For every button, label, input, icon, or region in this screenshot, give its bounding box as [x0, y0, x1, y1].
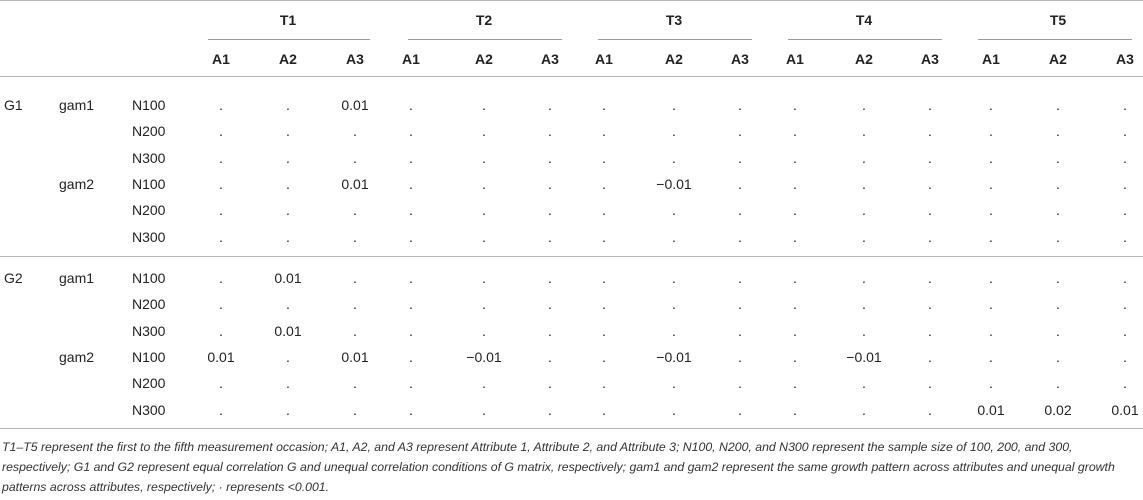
table-cell: . — [219, 229, 223, 245]
table-cell: . — [672, 270, 676, 286]
table-cell: . — [989, 123, 993, 139]
table-cell: . — [672, 323, 676, 339]
table-cell: . — [738, 176, 742, 192]
table-cell: . — [602, 349, 606, 365]
table-cell: . — [862, 176, 866, 192]
sample-size-label: N100 — [132, 97, 166, 113]
table-cell: . — [989, 375, 993, 391]
table-cell: . — [1056, 270, 1060, 286]
table-cell: . — [1123, 97, 1127, 113]
table-cell: . — [548, 229, 552, 245]
table-cell: . — [793, 229, 797, 245]
table-cell: . — [482, 123, 486, 139]
table-cell: . — [482, 150, 486, 166]
table-cell: . — [548, 123, 552, 139]
table-cell: . — [219, 296, 223, 312]
table-cell: . — [738, 97, 742, 113]
table-cell: . — [482, 229, 486, 245]
table-cell: . — [672, 202, 676, 218]
table-cell: . — [286, 176, 290, 192]
table-cell: . — [602, 375, 606, 391]
table-cell: . — [409, 402, 413, 418]
table-cell: −0.01 — [466, 349, 502, 365]
table-cell: . — [1056, 150, 1060, 166]
table-cell: . — [482, 176, 486, 192]
table-cell: . — [353, 123, 357, 139]
attribute-header: A3 — [541, 51, 559, 67]
table-cell: . — [286, 375, 290, 391]
attribute-header: A1 — [402, 51, 420, 67]
table-cell: . — [286, 123, 290, 139]
table-cell: . — [548, 375, 552, 391]
table-cell: . — [409, 270, 413, 286]
table-cell: . — [793, 323, 797, 339]
table-cell: . — [928, 97, 932, 113]
table-cell: . — [286, 150, 290, 166]
table-cell: . — [672, 402, 676, 418]
table-cell: . — [793, 176, 797, 192]
sample-size-label: N300 — [132, 402, 166, 418]
table-cell: . — [286, 349, 290, 365]
table-cell: . — [602, 176, 606, 192]
header-bottom-rule — [0, 76, 1143, 77]
table-cell: . — [219, 150, 223, 166]
occasion-underline — [978, 39, 1132, 40]
table-cell: . — [602, 229, 606, 245]
occasion-header: T1 — [279, 12, 297, 28]
table-cell: . — [793, 296, 797, 312]
table-cell: . — [1056, 296, 1060, 312]
table-cell: . — [862, 375, 866, 391]
table-cell: . — [1123, 375, 1127, 391]
occasion-header: T3 — [665, 12, 683, 28]
table-cell: . — [353, 323, 357, 339]
table-cell: . — [1123, 202, 1127, 218]
occasion-underline — [788, 39, 942, 40]
table-cell: . — [1056, 375, 1060, 391]
table-cell: . — [219, 375, 223, 391]
table-cell: . — [738, 296, 742, 312]
table-cell: . — [672, 296, 676, 312]
table-cell: . — [793, 97, 797, 113]
attribute-header: A3 — [731, 51, 749, 67]
table-cell: . — [793, 375, 797, 391]
table-bottom-rule — [0, 428, 1143, 429]
growth-label: gam2 — [59, 176, 95, 192]
table-cell: . — [1056, 176, 1060, 192]
table-cell: . — [1123, 123, 1127, 139]
table-cell: . — [353, 150, 357, 166]
table-cell: . — [793, 402, 797, 418]
table-cell: . — [1056, 123, 1060, 139]
table-cell: . — [219, 202, 223, 218]
attribute-header: A1 — [212, 51, 230, 67]
table-cell: . — [548, 176, 552, 192]
table-cell: . — [928, 375, 932, 391]
table-cell: . — [989, 150, 993, 166]
table-cell: . — [1056, 97, 1060, 113]
table-cell: . — [286, 402, 290, 418]
table-cell: . — [548, 296, 552, 312]
table-cell: . — [548, 349, 552, 365]
occasion-underline — [208, 39, 370, 40]
table-cell: . — [1123, 349, 1127, 365]
table-cell: . — [482, 402, 486, 418]
table-cell: . — [738, 229, 742, 245]
table-cell: . — [1123, 270, 1127, 286]
table-cell: . — [602, 202, 606, 218]
attribute-header: A3 — [1116, 51, 1134, 67]
sample-size-label: N100 — [132, 349, 166, 365]
table-cell: . — [1056, 349, 1060, 365]
table-cell: . — [862, 202, 866, 218]
table-cell: . — [409, 349, 413, 365]
table-cell: . — [672, 123, 676, 139]
group-label: G1 — [4, 97, 23, 113]
table-cell: . — [989, 202, 993, 218]
table-cell: . — [548, 97, 552, 113]
table-cell: . — [409, 375, 413, 391]
table-cell: . — [738, 123, 742, 139]
table-cell: . — [672, 375, 676, 391]
table-cell: −0.01 — [656, 176, 692, 192]
sample-size-label: N300 — [132, 323, 166, 339]
table-cell: . — [989, 97, 993, 113]
table-cell: −0.01 — [656, 349, 692, 365]
table-footnote: T1–T5 represent the first to the fifth measurement occasion; A1, A2, and A3 represent Attribute 1, Attribute 2, and Attribute 3; N100, N200, and N300 represent the sample size of 100, 200, and 300, respectively; G1 and G2 represent equal correlation G and unequal correlation conditions of G matrix, respectively; gam1 and gam2 represent the same growth pattern across attributes and unequal growth patterns across attributes, respectively; · represents <0.001. — [2, 440, 1115, 494]
table-cell: . — [928, 270, 932, 286]
table-cell: . — [738, 150, 742, 166]
table-cell: . — [1123, 323, 1127, 339]
table-cell: . — [793, 202, 797, 218]
table-cell: . — [548, 270, 552, 286]
table-cell: . — [793, 123, 797, 139]
table-cell: . — [862, 97, 866, 113]
table-cell: . — [928, 176, 932, 192]
table-cell: . — [862, 402, 866, 418]
table-cell: . — [219, 402, 223, 418]
table-cell: . — [1123, 229, 1127, 245]
table-cell: . — [738, 270, 742, 286]
table-cell: . — [286, 97, 290, 113]
table-cell: . — [286, 202, 290, 218]
table-cell: . — [548, 323, 552, 339]
attribute-header: A1 — [595, 51, 613, 67]
table-cell: . — [1056, 323, 1060, 339]
table-cell: . — [793, 349, 797, 365]
table-cell: . — [672, 229, 676, 245]
table-cell: . — [409, 202, 413, 218]
table-cell: . — [409, 323, 413, 339]
table-cell: . — [548, 402, 552, 418]
table-cell: . — [989, 296, 993, 312]
attribute-header: A3 — [921, 51, 939, 67]
table-cell: −0.01 — [846, 349, 882, 365]
table-cell: . — [548, 150, 552, 166]
sample-size-label: N100 — [132, 270, 166, 286]
attribute-header: A2 — [855, 51, 873, 67]
table-cell: . — [1056, 229, 1060, 245]
occasion-header: T2 — [475, 12, 493, 28]
sample-size-label: N200 — [132, 202, 166, 218]
table-cell: . — [353, 202, 357, 218]
table-cell: . — [602, 150, 606, 166]
table-cell: . — [548, 202, 552, 218]
table-cell: . — [482, 97, 486, 113]
table-cell: . — [989, 349, 993, 365]
attribute-header: A2 — [1049, 51, 1067, 67]
table-cell: . — [928, 296, 932, 312]
table-cell: . — [219, 323, 223, 339]
table-cell: . — [409, 123, 413, 139]
table-cell: . — [928, 123, 932, 139]
table-cell: . — [353, 402, 357, 418]
table-cell: . — [602, 323, 606, 339]
table-cell: . — [219, 97, 223, 113]
table-cell: . — [928, 402, 932, 418]
table-cell: . — [793, 270, 797, 286]
table-cell: . — [353, 270, 357, 286]
table-cell: . — [738, 402, 742, 418]
sample-size-label: N200 — [132, 296, 166, 312]
table-cell: . — [482, 202, 486, 218]
attribute-header: A2 — [475, 51, 493, 67]
table-cell: . — [989, 323, 993, 339]
table-cell: . — [928, 349, 932, 365]
table-cell: . — [1123, 150, 1127, 166]
attribute-header: A2 — [665, 51, 683, 67]
table-cell: . — [219, 270, 223, 286]
table-cell: . — [862, 123, 866, 139]
group-label: G2 — [4, 270, 23, 286]
growth-label: gam1 — [59, 97, 95, 113]
table-cell: . — [219, 123, 223, 139]
table-cell: . — [353, 229, 357, 245]
table-cell: 0.01 — [1111, 402, 1139, 418]
table-cell: . — [989, 270, 993, 286]
growth-label: gam2 — [59, 349, 95, 365]
attribute-header: A2 — [279, 51, 297, 67]
table-cell: . — [286, 296, 290, 312]
table-cell: . — [409, 150, 413, 166]
table-cell: . — [793, 150, 797, 166]
table-cell: . — [928, 229, 932, 245]
table-cell: . — [482, 296, 486, 312]
table-cell: 0.02 — [1044, 402, 1072, 418]
table-cell: . — [602, 296, 606, 312]
table-cell: . — [989, 176, 993, 192]
table-cell: 0.01 — [341, 97, 369, 113]
table-cell: . — [738, 349, 742, 365]
table-cell: . — [738, 375, 742, 391]
table-cell: . — [602, 270, 606, 286]
table-cell: . — [672, 97, 676, 113]
table-cell: 0.01 — [274, 270, 302, 286]
table-cell: . — [409, 229, 413, 245]
attribute-header: A1 — [982, 51, 1000, 67]
table-cell: . — [928, 150, 932, 166]
table-cell: 0.01 — [207, 349, 235, 365]
sample-size-label: N300 — [132, 150, 166, 166]
group-divider-rule — [0, 256, 1143, 257]
table-cell: . — [738, 323, 742, 339]
table-cell: . — [482, 375, 486, 391]
table-cell: 0.01 — [341, 349, 369, 365]
table-cell: . — [862, 323, 866, 339]
table-cell: . — [219, 176, 223, 192]
table-cell: . — [409, 176, 413, 192]
table-cell: . — [409, 296, 413, 312]
table-cell: 0.01 — [341, 176, 369, 192]
table-cell: . — [602, 123, 606, 139]
attribute-header: A3 — [346, 51, 364, 67]
sample-size-label: N200 — [132, 375, 166, 391]
table-cell: . — [928, 202, 932, 218]
table-cell: . — [862, 296, 866, 312]
sample-size-label: N200 — [132, 123, 166, 139]
table-cell: 0.01 — [977, 402, 1005, 418]
table-cell: . — [409, 97, 413, 113]
occasion-header: T4 — [855, 12, 873, 28]
occasion-underline — [598, 39, 752, 40]
table-cell: . — [1056, 202, 1060, 218]
table-cell: . — [602, 402, 606, 418]
sample-size-label: N100 — [132, 176, 166, 192]
table-cell: . — [482, 270, 486, 286]
table-cell: . — [672, 150, 676, 166]
growth-label: gam1 — [59, 270, 95, 286]
table-top-rule — [0, 0, 1143, 1]
table-cell: . — [738, 202, 742, 218]
table-cell: . — [286, 229, 290, 245]
table-cell: 0.01 — [274, 323, 302, 339]
table-cell: . — [1123, 176, 1127, 192]
table-cell: . — [602, 97, 606, 113]
table-cell: . — [353, 296, 357, 312]
table-cell: . — [862, 229, 866, 245]
occasion-underline — [408, 39, 562, 40]
table-cell: . — [989, 229, 993, 245]
table-cell: . — [862, 270, 866, 286]
table-cell: . — [353, 375, 357, 391]
table-cell: . — [1123, 296, 1127, 312]
sample-size-label: N300 — [132, 229, 166, 245]
table-cell: . — [928, 323, 932, 339]
table-cell: . — [482, 323, 486, 339]
occasion-header: T5 — [1049, 12, 1067, 28]
table-cell: . — [862, 150, 866, 166]
attribute-header: A1 — [786, 51, 804, 67]
